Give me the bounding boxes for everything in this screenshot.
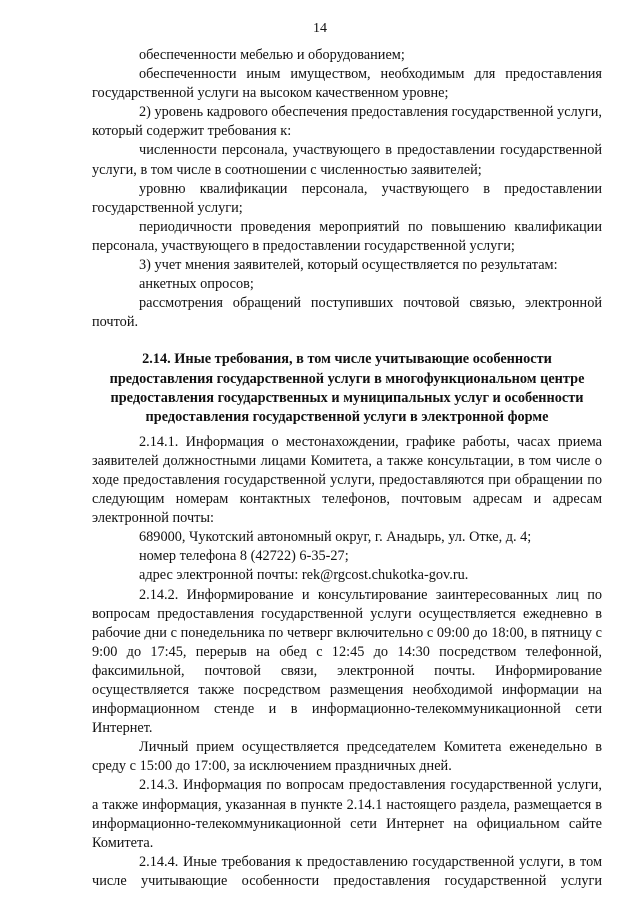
paragraph: 2.14.2. Информирование и консультирование заинтересованных лиц по вопросам предоставления государственной услуги осуществляется ежедневно в рабочие дни с понедельника по четверг включительно с 09:00 до 18:00, в пятницу с 9:00 до 17:45, перерыв на обед с 12:45 до 14:30 посредством телефонной, факсимильной, почтовой связи, электронной почты. Информирование осуществляется также посредством размещения необходимой информации на информационном стенде и в информационно-телекоммуникационной сети Интернет. (92, 586, 602, 737)
paragraph: 2) уровень кадрового обеспечения предоставления государственной услуги, который содержит требования к: (92, 104, 602, 140)
address-line: 689000, Чукотский автономный округ, г. Анадырь, ул. Отке, д. 4; (139, 529, 532, 546)
section-heading: 2.14. Иные требования, в том числе учитывающие особенности предоставления государственной услуги в многофункциональном центре предоставления государственных и муниципальных услуг и особенности предоставления государственной услуги в электронной форме (109, 351, 585, 425)
page-number: 14 (313, 21, 327, 36)
email-line: адрес электронной почты: rek@rgcost.chukotka-gov.ru. (139, 567, 469, 584)
paragraph: численности персонала, участвующего в предоставлении государственной услуги, в том числе в соотношении с численностью заявителей; (92, 142, 602, 178)
paragraph: периодичности проведения мероприятий по повышению квалификации персонала, участвующего в предоставлении государственной услуги; (92, 218, 602, 254)
paragraph: 3) учет мнения заявителей, который осуществляется по результатам: (139, 257, 558, 274)
paragraph: 2.14.3. Информация по вопросам предоставления государственной услуги, а также информация, указанная в пункте 2.14.1 настоящего раздела, размещается в информационно-телекоммуникационной сети Интернет на официальном сайте Комитета. (92, 777, 602, 851)
paragraph: обеспеченности иным имуществом, необходимым для предоставления государственной услуги на высоком качественном уровне; (92, 66, 602, 102)
phone-line: номер телефона 8 (42722) 6-35-27; (139, 548, 349, 565)
paragraph: Личный прием осуществляется председателем Комитета еженедельно в среду с 15:00 до 17:00, за исключением праздничных дней. (92, 739, 602, 775)
paragraph: 2.14.1. Информация о местонахождении, графике работы, часах приема заявителей должностными лицами Комитета, а также консультации, в том числе о ходе предоставления государственной услуги, предоставляются при обращении по следующим номерам контактных телефонов, почтовым адресам и адресам электронной почты: (92, 433, 602, 527)
document-body (92, 46, 602, 891)
paragraph: обеспеченности мебелью и оборудованием; (139, 47, 405, 63)
paragraph: рассмотрения обращений поступивших почтовой связью, электронной почтой. (92, 295, 602, 331)
paragraph: анкетных опросов; (139, 276, 254, 293)
paragraph: 2.14.4. Иные требования к предоставлению государственной услуги, в том числе учитывающие особенности предоставления государственной услуги (92, 853, 602, 889)
paragraph: уровню квалификации персонала, участвующего в предоставлении государственной услуги; (92, 180, 602, 216)
